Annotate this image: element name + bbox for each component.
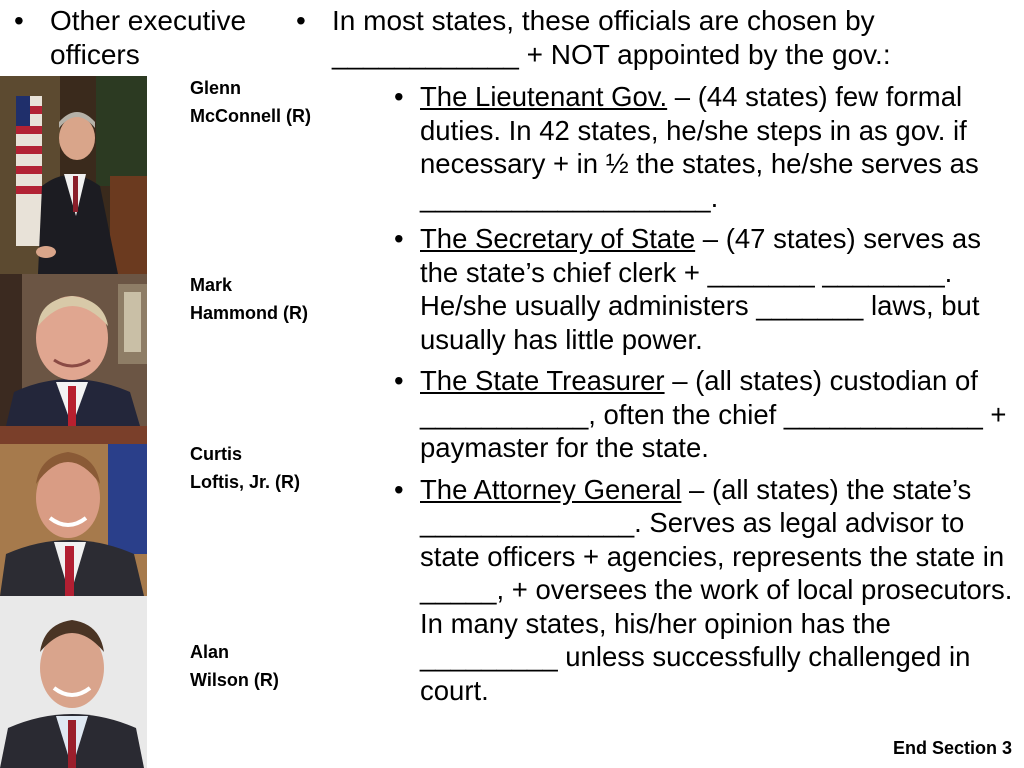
official-first-name: Glenn [190, 78, 242, 98]
heading-bullet-chosen-by [296, 4, 996, 72]
official-name-mcconnell [190, 74, 311, 130]
portrait-hammond [0, 274, 147, 426]
offices-list [394, 80, 1019, 715]
official-first-name: Curtis [190, 444, 243, 464]
office-secretary-of-state [394, 222, 1019, 356]
bullet-dot: • [394, 365, 404, 396]
office-description: – (44 states) few formal duties. In 42 states, he/she steps in as gov. if necessary + in ½ the states, he/she serves as ___________________. [420, 81, 979, 213]
bullet-dot: • [394, 81, 404, 112]
office-term: The Attorney General [420, 473, 682, 505]
official-name-loftis [190, 440, 300, 496]
office-state-treasurer [394, 364, 1019, 465]
portrait-loftis [0, 426, 147, 596]
bullet-dot: • [296, 5, 306, 36]
heading-right-text: In most states, these officials are chosen by ____________ + NOT appointed by the gov.: [332, 5, 891, 70]
bullet-dot: • [394, 223, 404, 254]
official-last-name: Hammond (R) [190, 303, 308, 323]
office-term: The State Treasurer [420, 365, 665, 396]
office-description: – (all states) custodian of ___________, often the chief _____________ + paymaster for the state. [420, 365, 1007, 463]
official-name-hammond [190, 271, 308, 327]
official-first-name: Alan [190, 642, 230, 662]
portrait-mcconnell [0, 76, 147, 274]
office-term: The Lieutenant Gov. [420, 81, 668, 112]
office-description: – (47 states) serves as the state’s chief clerk + _______ ________. He/she usually administers _______ laws, but usually has little power. [420, 223, 981, 355]
heading-bullet-other-officers [14, 4, 284, 72]
official-last-name: Wilson (R) [190, 670, 279, 690]
bullet-dot: • [14, 5, 24, 36]
official-name-wilson [190, 638, 279, 694]
official-last-name: McConnell (R) [190, 106, 311, 126]
heading-left-text: Other executive officers [50, 5, 247, 70]
office-attorney-general [394, 473, 1019, 708]
footer-end-section: End Section 3 [892, 738, 1012, 758]
portrait-wilson [0, 596, 147, 768]
office-lieutenant-gov [394, 80, 1019, 214]
office-term: The Secretary of State [420, 223, 696, 254]
official-first-name: Mark [190, 275, 233, 295]
office-description: – (all states) the state’s ______________. Serves as legal advisor to state officers + agencies, represents the state in _____, + oversees the work of local prosecutors. In many states, his/her opinion has the _________ unless successfully challenged in court. [420, 473, 1013, 706]
bullet-dot: • [394, 473, 404, 505]
official-last-name: Loftis, Jr. (R) [190, 472, 301, 492]
